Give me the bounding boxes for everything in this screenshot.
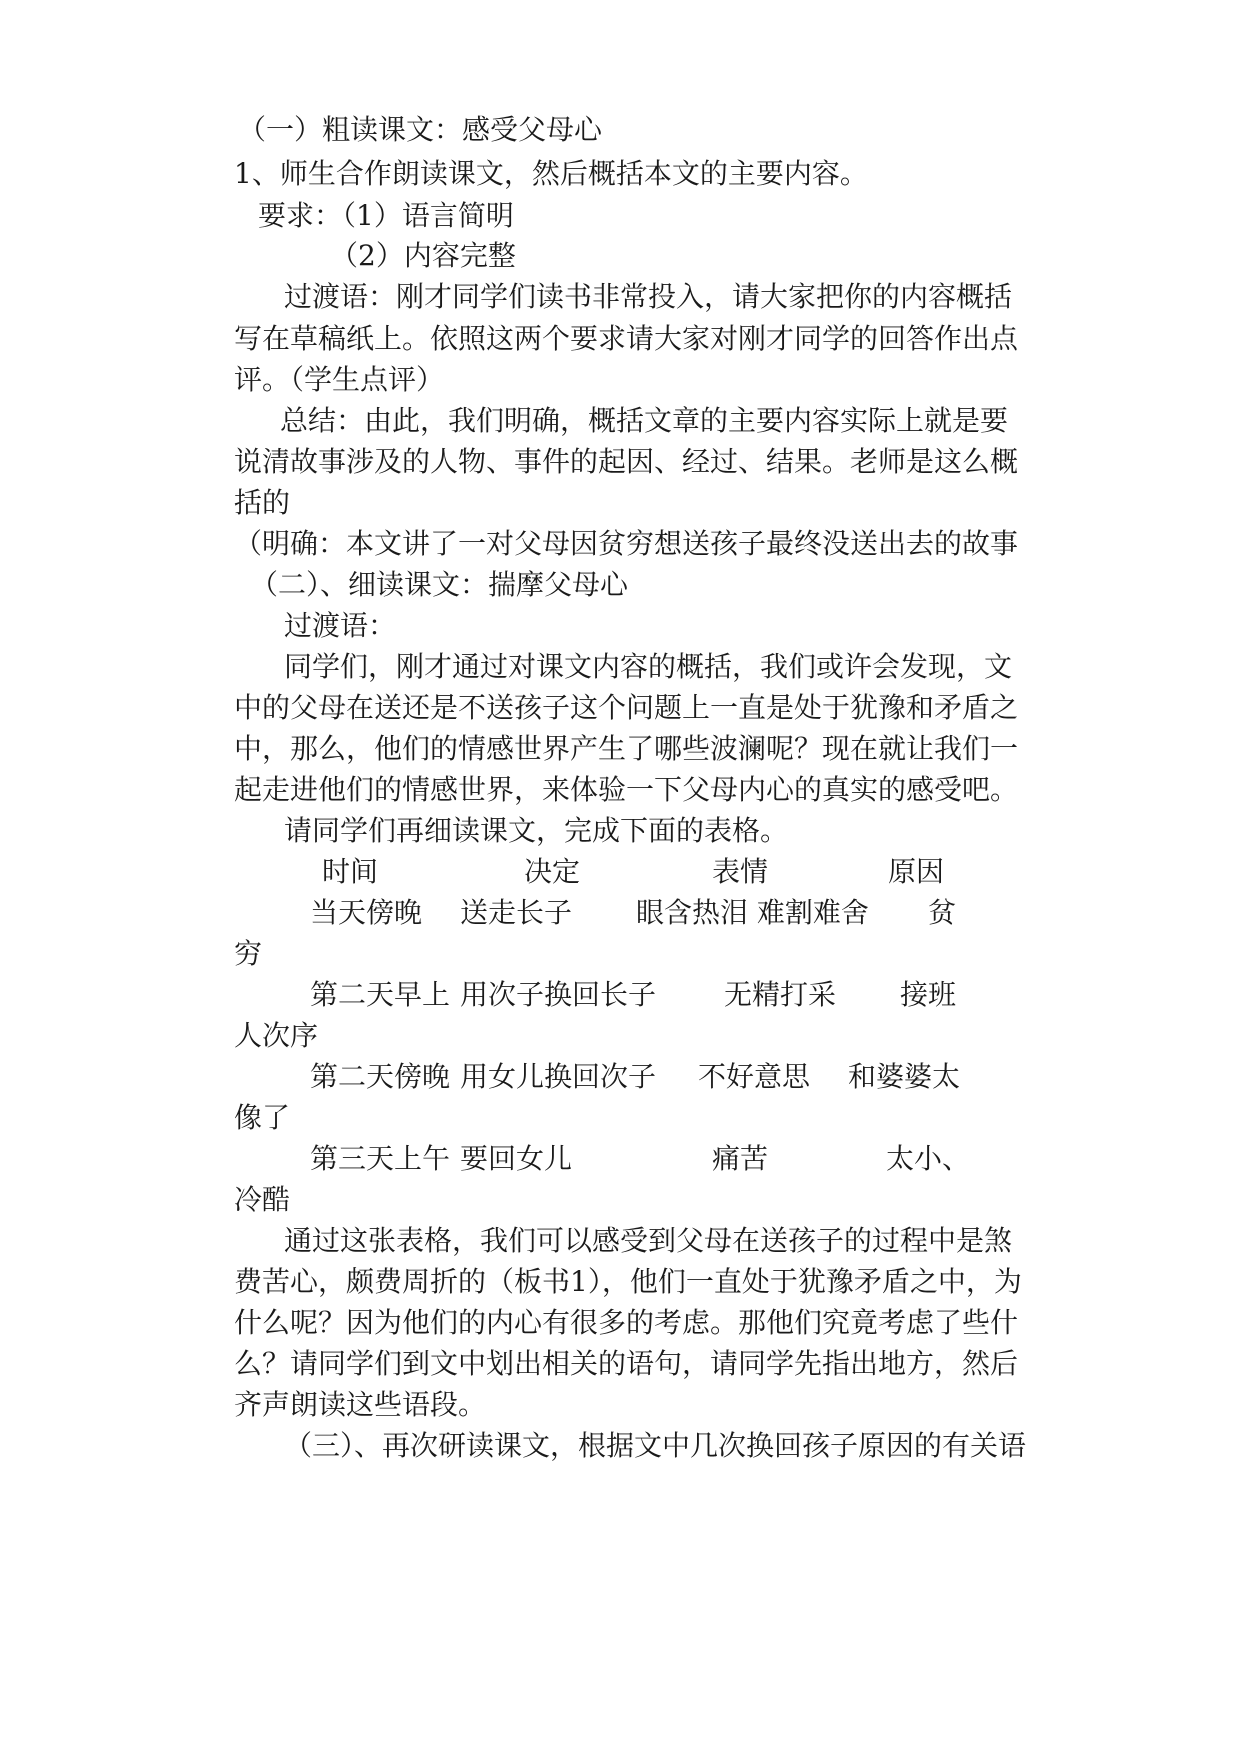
table-header-reason: 原因 bbox=[888, 855, 945, 888]
row-time: 当天傍晚 bbox=[310, 896, 423, 929]
paragraph-2-line-4: 起走进他们的情感世界，来体验一下父母内心的真实的感受吧。 bbox=[234, 773, 1019, 806]
paragraph-3: 请同学们再细读课文，完成下面的表格。 bbox=[284, 814, 789, 847]
requirement-2: （2）内容完整 bbox=[330, 239, 516, 272]
transition-1-line-3: 评。（学生点评） bbox=[234, 363, 445, 396]
table-header-expression: 表情 bbox=[712, 855, 769, 888]
row-decision: 要回女儿 bbox=[460, 1142, 573, 1175]
summary-line-2: 说清故事涉及的人物、事件的起因、经过、结果。老师是这么概 bbox=[234, 445, 1019, 478]
paragraph-2-line-1: 同学们，刚才通过对课文内容的概括，我们或许会发现，文 bbox=[284, 650, 1013, 683]
section-1-task: 1、师生合作朗读课文，然后概括本文的主要内容。 bbox=[234, 157, 868, 190]
section-2-heading: （二）、细读课文：揣摩父母心 bbox=[250, 568, 629, 601]
row-reason-end: 人次序 bbox=[234, 1019, 319, 1052]
row-reason-end: 穷 bbox=[234, 937, 263, 970]
clarification: （明确：本文讲了一对父母因贫穷想送孩子最终没送出去的故事 bbox=[234, 527, 1019, 560]
row-decision: 送走长子 bbox=[460, 896, 573, 929]
row-expression: 痛苦 bbox=[712, 1142, 769, 1175]
paragraph-2-line-2: 中的父母在送还是不送孩子这个问题上一直是处于犹豫和矛盾之 bbox=[234, 691, 1019, 724]
paragraph-4-line-4: 么？请同学们到文中划出相关的语句，请同学先指出地方，然后 bbox=[234, 1347, 1019, 1380]
row-expression: 无精打采 bbox=[724, 978, 837, 1011]
transition-2-label: 过渡语： bbox=[284, 609, 397, 642]
table-header-time: 时间 bbox=[322, 855, 379, 888]
section-1-heading: （一）粗读课文：感受父母心 bbox=[238, 113, 603, 146]
transition-1-line-1: 过渡语：刚才同学们读书非常投入，请大家把你的内容概括 bbox=[284, 280, 1013, 313]
row-reason-start: 太小、 bbox=[886, 1142, 971, 1175]
row-decision: 用次子换回长子 bbox=[460, 978, 657, 1011]
paragraph-4-line-3: 什么呢？因为他们的内心有很多的考虑。那他们究竟考虑了些什 bbox=[234, 1306, 1019, 1339]
paragraph-4-line-2: 费苦心，颇费周折的（板书1），他们一直处于犹豫矛盾之中，为 bbox=[234, 1265, 1022, 1298]
summary-line-1: 总结：由此，我们明确，概括文章的主要内容实际上就是要 bbox=[280, 404, 1009, 437]
row-time: 第三天上午 bbox=[310, 1142, 451, 1175]
row-decision: 用女儿换回次子 bbox=[460, 1060, 657, 1093]
paragraph-4-line-5: 齐声朗读这些语段。 bbox=[234, 1388, 487, 1421]
row-reason-start: 贫 bbox=[928, 896, 957, 929]
summary-line-3: 括的 bbox=[234, 486, 291, 519]
row-reason-start: 和婆婆太 bbox=[848, 1060, 961, 1093]
transition-1-line-2: 写在草稿纸上。依照这两个要求请大家对刚才同学的回答作出点 bbox=[234, 322, 1019, 355]
row-time: 第二天傍晚 bbox=[310, 1060, 451, 1093]
row-reason-end: 像了 bbox=[234, 1101, 291, 1134]
row-expression: 不好意思 bbox=[698, 1060, 811, 1093]
section-3-heading: （三）、再次研读课文，根据文中几次换回孩子原因的有关语 bbox=[284, 1429, 1027, 1462]
paragraph-2-line-3: 中，那么，他们的情感世界产生了哪些波澜呢？现在就让我们一 bbox=[234, 732, 1019, 765]
row-time: 第二天早上 bbox=[310, 978, 451, 1011]
paragraph-4-line-1: 通过这张表格，我们可以感受到父母在送孩子的过程中是煞 bbox=[284, 1224, 1013, 1257]
requirement-1: 要求：（1）语言简明 bbox=[258, 199, 514, 232]
row-reason-end: 冷酷 bbox=[234, 1183, 291, 1216]
row-reason-start: 接班 bbox=[900, 978, 957, 1011]
table-header-decision: 决定 bbox=[524, 855, 581, 888]
row-expression: 眼含热泪 难割难舍 bbox=[636, 896, 869, 929]
